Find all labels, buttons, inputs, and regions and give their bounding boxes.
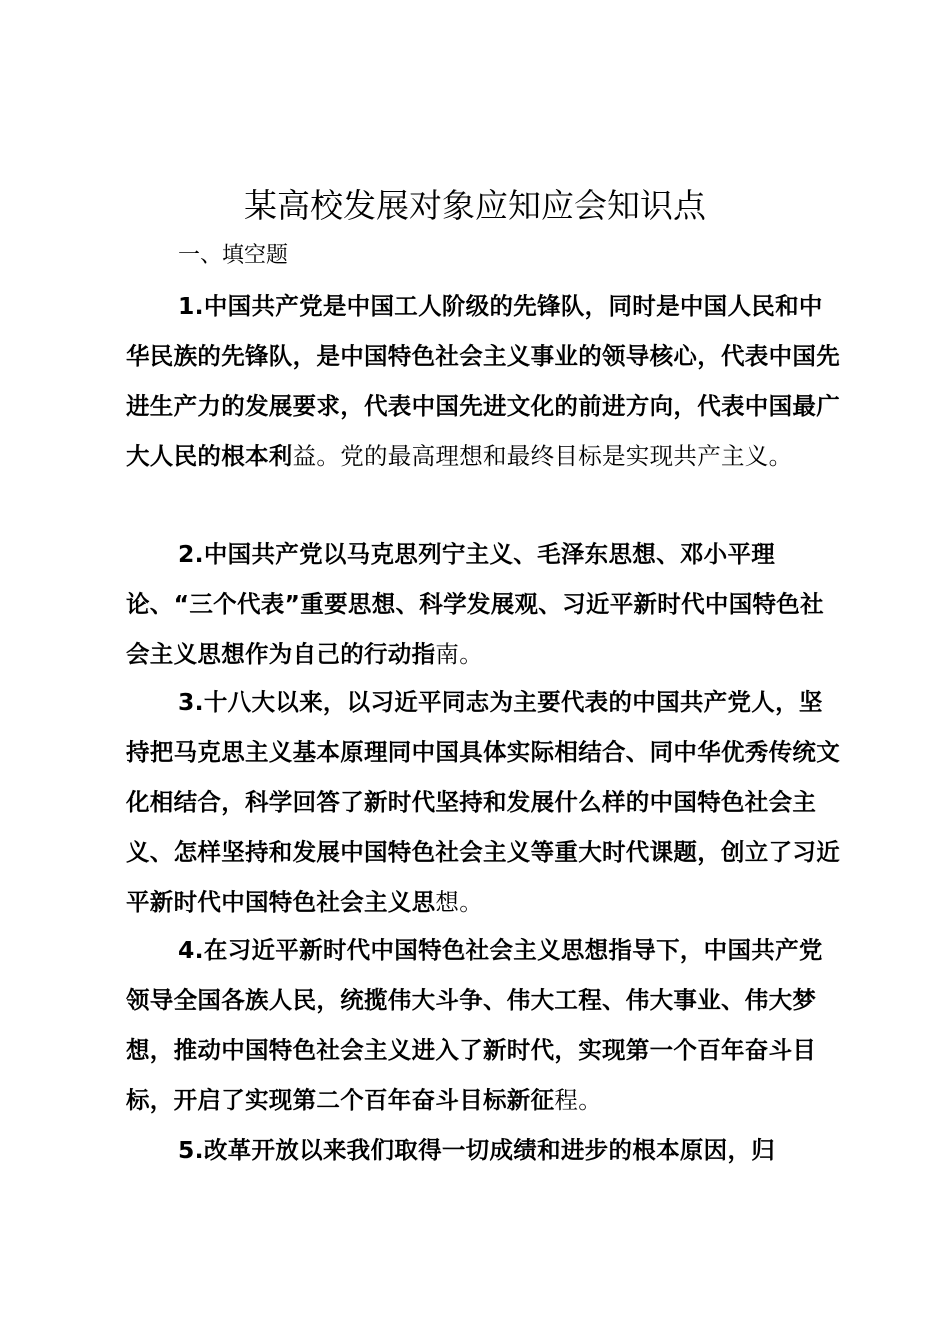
document-title: 某高校发展对象应知应会知识点 [244,186,706,225]
paragraph-1-bold-text: 1.中国共产党是中国工人阶级的先锋队，同时是中国人民和中华民族的先锋队，是中国特色社会主义事业的领导核心，代表中国先进生产力的发展要求，代表中国先进文化的前进方向，代表中国最广大人民的根本利 [126,292,840,470]
paragraph-2 [126,529,846,679]
paragraph-5 [126,1125,846,1175]
paragraph-4 [126,925,846,1125]
paragraph-2-bold-text: 2.中国共产党以马克思列宁主义、毛泽东思想、邓小平理论、“三个代表”重要思想、科学发展观、习近平新时代中国特色社会主义思想作为自己的行动指 [126,540,824,668]
paragraph-4-normal-text: 程。 [554,1086,603,1114]
paragraph-5-bold-text: 5.改革开放以来我们取得一切成绩和进步的根本原因，归 [178,1136,776,1164]
paragraph-3-bold-text: 3.十八大以来，以习近平同志为主要代表的中国共产党人，坚持把马克思主义基本原理同中国具体实际相结合、同中华优秀传统文化相结合，科学回答了新时代坚持和发展什么样的中国特色社会主义、怎样坚持和发展中国特色社会主义等重大时代课题，创立了习近平新时代中国特色社会主义思 [126,688,840,916]
section-heading: 一、填空题 [178,243,289,268]
paragraph-1 [126,281,846,481]
paragraph-3 [126,677,846,927]
paragraph-1-normal-text: 益。党的最高理想和最终目标是实现共产主义。 [292,442,793,470]
paragraph-2-normal-text: 南。 [435,640,484,668]
paragraph-4-bold-text: 4.在习近平新时代中国特色社会主义思想指导下，中国共产党领导全国各族人民，统揽伟大斗争、伟大工程、伟大事业、伟大梦想，推动中国特色社会主义进入了新时代，实现第一个百年奋斗目标，开启了实现第二个百年奋斗目标新征 [126,936,823,1114]
paragraph-3-normal-text: 想。 [435,888,484,916]
